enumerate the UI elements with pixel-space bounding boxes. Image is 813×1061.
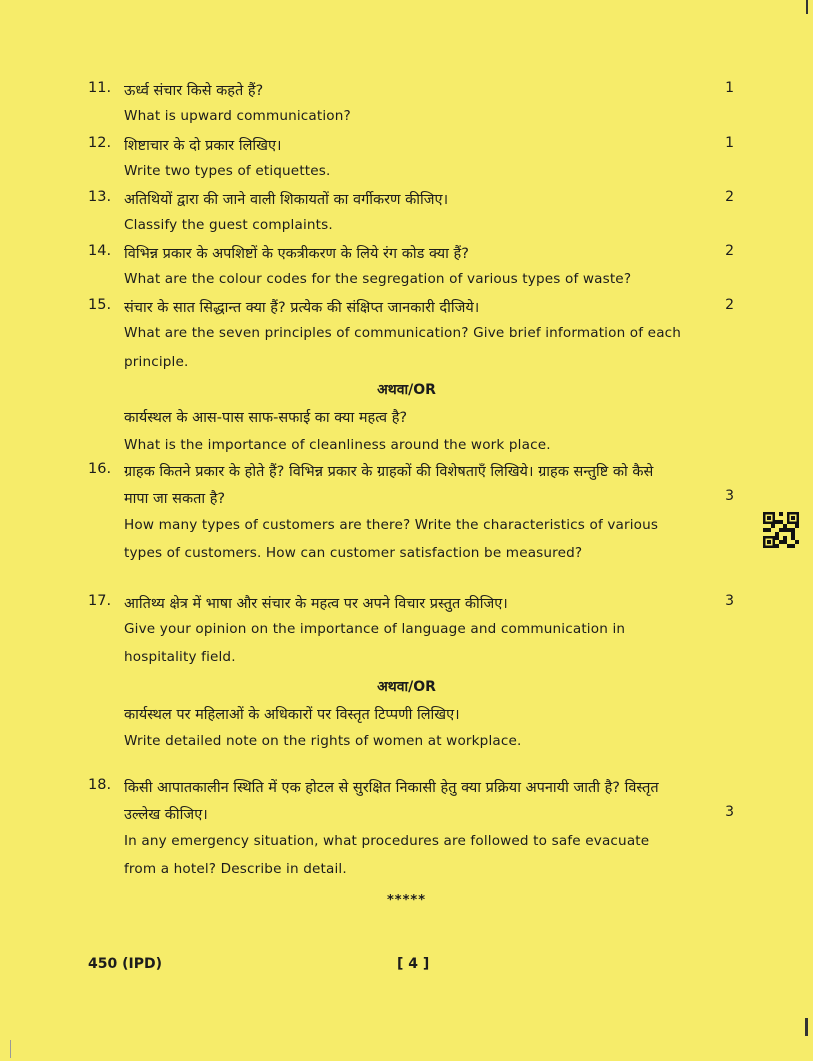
question-number: 11. — [88, 80, 112, 96]
question-text-english: Write two types of etiquettes. — [124, 163, 331, 179]
question-text-english: What are the colour codes for the segregation of various types of waste? — [124, 271, 632, 287]
question-text-hindi: विभिन्न प्रकार के अपशिष्टों के एकत्रीकरण के लिये रंग कोड क्या हैं? — [124, 246, 469, 262]
question-text-hindi: मापा जा सकता है? — [124, 491, 226, 507]
question-marks: 2 — [725, 189, 734, 205]
qr-code-icon — [763, 512, 799, 548]
question-text-english: principle. — [124, 354, 189, 370]
question-text-english: What is upward communication? — [124, 108, 351, 124]
question-text-english: What are the seven principles of communication? Give brief information of each — [124, 325, 682, 341]
question-marks: 2 — [725, 297, 734, 313]
question-text-hindi: संचार के सात सिद्धान्त क्या हैं? प्रत्येक की संक्षिप्त जानकारी दीजिये। — [124, 300, 480, 316]
question-text-hindi: उल्लेख कीजिए। — [124, 807, 208, 823]
question-marks: 2 — [725, 243, 734, 259]
question-text-english: Give your opinion on the importance of language and communication in — [124, 621, 626, 637]
or-separator: अथवा/OR — [377, 382, 436, 398]
question-number: 12. — [88, 135, 112, 151]
paper-code: 450 (IPD) — [88, 956, 162, 972]
question-marks: 3 — [725, 488, 734, 504]
end-marker: ***** — [387, 893, 426, 908]
alternative-question-english: What is the importance of cleanliness around the work place. — [124, 437, 551, 453]
question-text-english: In any emergency situation, what procedures are followed to safe evacuate — [124, 833, 650, 849]
question-marks: 3 — [725, 593, 734, 609]
question-text-hindi: शिष्टाचार के दो प्रकार लिखिए। — [124, 138, 282, 154]
question-text-hindi: किसी आपातकालीन स्थिति में एक होटल से सुरक्षित निकासी हेतु क्या प्रक्रिया अपनायी जाती है? विस्तृत — [124, 780, 659, 796]
question-number: 13. — [88, 189, 112, 205]
question-marks: 3 — [725, 804, 734, 820]
scan-edge-mark — [805, 1018, 808, 1036]
question-text-english: types of customers. How can customer satisfaction be measured? — [124, 545, 583, 561]
question-number: 17. — [88, 593, 112, 609]
question-number: 16. — [88, 461, 112, 477]
question-text-hindi: आतिथ्य क्षेत्र में भाषा और संचार के महत्व पर अपने विचार प्रस्तुत कीजिए। — [124, 596, 508, 612]
alternative-question-hindi: कार्यस्थल के आस-पास साफ-सफाई का क्या महत्व है? — [124, 410, 408, 426]
alternative-question-hindi: कार्यस्थल पर महिलाओं के अधिकारों पर विस्तृत टिप्पणी लिखिए। — [124, 707, 460, 723]
question-number: 15. — [88, 297, 112, 313]
question-text-hindi: ग्राहक कितने प्रकार के होते हैं? विभिन्न प्रकार के ग्राहकों की विशेषताएँ लिखिये। ग्राहक सन्तुष्टि को कैसे — [124, 464, 654, 480]
question-text-hindi: अतिथियों द्वारा की जाने वाली शिकायतों का वर्गीकरण कीजिए। — [124, 192, 449, 208]
question-text-english: How many types of customers are there? Write the characteristics of various — [124, 517, 659, 533]
question-text-english: hospitality field. — [124, 649, 236, 665]
question-number: 18. — [88, 777, 112, 793]
question-text-hindi: ऊर्ध्व संचार किसे कहते हैं? — [124, 83, 264, 99]
question-text-english: from a hotel? Describe in detail. — [124, 861, 347, 877]
or-separator: अथवा/OR — [377, 679, 436, 695]
question-marks: 1 — [725, 135, 734, 151]
scan-edge-mark — [10, 1040, 11, 1058]
question-marks: 1 — [725, 80, 734, 96]
question-number: 14. — [88, 243, 112, 259]
scan-edge-mark — [806, 0, 808, 14]
page-number: [ 4 ] — [397, 956, 430, 972]
question-text-english: Classify the guest complaints. — [124, 217, 333, 233]
alternative-question-english: Write detailed note on the rights of women at workplace. — [124, 733, 522, 749]
